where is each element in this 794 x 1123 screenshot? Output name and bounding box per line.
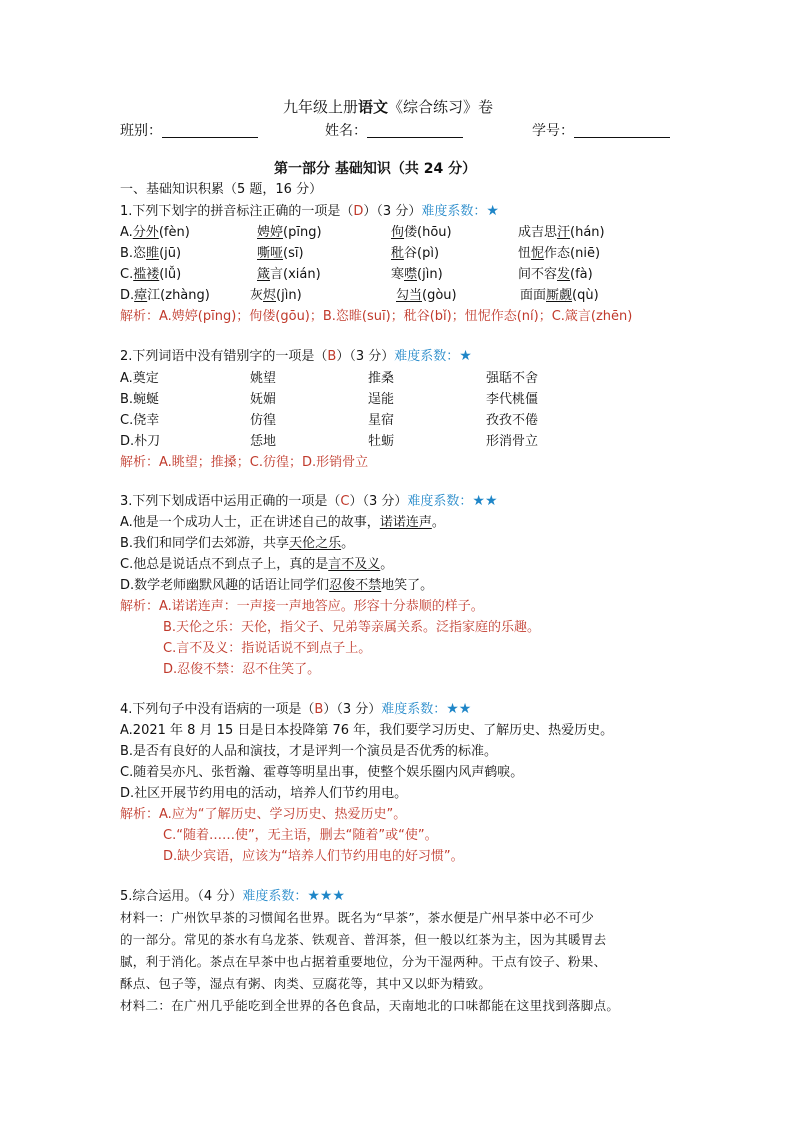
q3-stem-end: ）（3 分） bbox=[349, 494, 408, 509]
q3-stem bbox=[120, 494, 498, 508]
q4-stem bbox=[120, 702, 471, 716]
q3-option-a bbox=[120, 516, 445, 529]
q1-d4-u: 厮觑 bbox=[546, 288, 573, 303]
name-label: 姓名： bbox=[325, 123, 367, 139]
class-blank[interactable] bbox=[162, 123, 258, 138]
q3-c-pre: C.他总是说话点不到点子上，真的是 bbox=[120, 557, 329, 572]
class-label: 班别： bbox=[120, 123, 162, 139]
q2-stem-end: ）（3 分） bbox=[336, 349, 395, 364]
q3-analysis-d: D.忍俊不禁：忍不住笑了。 bbox=[163, 662, 321, 677]
q2-c2: 仿徨 bbox=[250, 413, 277, 428]
q3-b-idiom: 天伦之乐 bbox=[289, 536, 342, 551]
q5-material2: 材料二：在广州几乎能吃到全世界的各色食品，天南地北的口味都能在这里找到落脚点。 bbox=[120, 998, 620, 1013]
q4-analysis-a: 解析：A.应为“了解历史、学习历史、热爱历史”。 bbox=[120, 807, 407, 822]
q2-b2: 妩媚 bbox=[250, 392, 277, 407]
q2-answer: B bbox=[327, 349, 337, 364]
q1-d2-u: 烬 bbox=[263, 288, 277, 303]
q1-d1-u: 瘴 bbox=[134, 288, 148, 303]
q3-stem-text: 3.下列下划成语中运用正确的一项是（ bbox=[120, 494, 341, 509]
section1-title: 一、基础知识积累（5 题，16 分） bbox=[120, 182, 323, 197]
q5-difficulty-stars: ★★★ bbox=[307, 888, 345, 904]
q3-analysis-b: B.天伦之乐：天伦，指父子、兄弟等亲属关系。泛指家庭的乐趣。 bbox=[163, 620, 541, 635]
q2-stem bbox=[120, 349, 472, 363]
q3-difficulty-label: 难度系数： bbox=[407, 494, 473, 509]
q1-analysis: 解析：A.娉婷(pīng)；佝偻(gōu)；B.恣睢(suī)；秕谷(bǐ)；忸怩作态(ní)；C.箴言(zhēn) bbox=[120, 309, 633, 324]
q2-c3: 星宿 bbox=[368, 413, 395, 428]
q2-d2: 恁地 bbox=[250, 434, 277, 449]
q1-c3-u: 噤 bbox=[404, 267, 418, 282]
q3-c-post: 。 bbox=[380, 557, 394, 572]
q5-material1-line2: 的一部分。常见的茶水有乌龙茶、铁观音、普洱茶，但一般以红茶为主，因为其暖胃去 bbox=[120, 932, 607, 947]
q3-b-pre: B.我们和同学们去郊游，共享 bbox=[120, 536, 290, 551]
q2-a4: 强聒不舍 bbox=[486, 371, 539, 386]
q2-analysis: 解析：A.眺望；推搡；C.彷徨；D.形销骨立 bbox=[120, 455, 369, 470]
q4-option-b: B.是否有良好的人品和演技，才是评判一个演员是否优秀的标准。 bbox=[120, 744, 498, 759]
q2-d3: 牡蛎 bbox=[368, 434, 395, 449]
q1-b2-u: 嘶哑 bbox=[257, 246, 284, 261]
q2-d4: 形消骨立 bbox=[486, 434, 539, 449]
q4-option-d: D.社区开展节约用电的活动，培养人们节约用电。 bbox=[120, 786, 408, 801]
q2-a1: A.奠定 bbox=[120, 371, 159, 386]
q1-a2-u: 娉婷 bbox=[257, 225, 284, 240]
title-prefix: 九年级上册 bbox=[283, 98, 359, 116]
q1-b3-u: 秕 bbox=[391, 246, 405, 261]
q3-option-b bbox=[120, 537, 354, 550]
q2-b4: 李代桃僵 bbox=[486, 392, 539, 407]
q2-stem-text: 2.下列词语中没有错别字的一项是（ bbox=[120, 349, 328, 364]
q3-answer: C bbox=[340, 494, 350, 509]
q1-stem-text: 1.下列下划字的拼音标注正确的一项是（ bbox=[120, 204, 354, 219]
q3-option-d bbox=[120, 579, 433, 592]
q1-b1-u: 睢 bbox=[146, 246, 160, 261]
q1-c2-u: 箴 bbox=[257, 267, 271, 282]
q3-c-idiom: 言不及义 bbox=[328, 557, 381, 572]
name-blank[interactable] bbox=[367, 123, 463, 138]
q5-stem-text: 5.综合运用。（4 分） bbox=[120, 889, 243, 904]
q1-c4-u: 发 bbox=[557, 267, 571, 282]
q1-c1-u: 褴褛 bbox=[133, 267, 160, 282]
q1-a4-u: 汗 bbox=[557, 225, 571, 240]
q1-d3-u: 勾当 bbox=[396, 288, 423, 303]
q3-analysis-a: 解析：A.诺诺连声：一声接一声地答应。形容十分恭顺的样子。 bbox=[120, 599, 484, 614]
q2-difficulty-stars: ★ bbox=[459, 348, 472, 364]
q3-option-c bbox=[120, 558, 393, 571]
id-blank[interactable] bbox=[574, 123, 670, 138]
q3-a-pre: A.他是一个成功人士，正在讲述自己的故事， bbox=[120, 515, 380, 530]
q4-answer: B bbox=[314, 702, 324, 717]
q2-c4: 孜孜不倦 bbox=[486, 413, 539, 428]
part-title: 第一部分 基础知识（共 24 分） bbox=[274, 161, 477, 177]
q3-d-post: 地笑了。 bbox=[381, 578, 434, 593]
q5-stem bbox=[120, 889, 345, 903]
id-label: 学号： bbox=[532, 123, 574, 139]
q3-analysis-c: C.言不及义：指说话说不到点子上。 bbox=[163, 641, 372, 656]
id-field bbox=[532, 123, 670, 138]
class-field bbox=[120, 123, 258, 138]
q2-a3: 推桑 bbox=[368, 371, 395, 386]
q2-difficulty-label: 难度系数： bbox=[394, 349, 460, 364]
q4-analysis-c: C.“随着……使”，无主语，删去“随着”或“使”。 bbox=[163, 828, 438, 843]
q3-d-pre: D.数学老师幽默风趣的话语让同学们 bbox=[120, 578, 330, 593]
q4-difficulty-stars: ★★ bbox=[446, 701, 472, 717]
q2-c1: C.侥幸 bbox=[120, 413, 160, 428]
q4-analysis-d: D.缺少宾语，应该为“培养人们节约用电的好习惯”。 bbox=[163, 849, 464, 864]
title-bold: 语文 bbox=[358, 98, 389, 116]
q5-difficulty-label: 难度系数： bbox=[242, 889, 308, 904]
q4-option-c: C.随着吴亦凡、张哲瀚、霍尊等明星出事，使整个娱乐圈内风声鹤唳。 bbox=[120, 765, 524, 780]
q3-d-idiom: 忍俊不禁 bbox=[329, 578, 382, 593]
q1-b4-u: 怩 bbox=[531, 246, 545, 261]
q4-difficulty-label: 难度系数： bbox=[381, 702, 447, 717]
document-title bbox=[283, 100, 493, 115]
q4-stem-text: 4.下列句子中没有语病的一项是（ bbox=[120, 702, 315, 717]
q2-b1: B.蜿蜒 bbox=[120, 392, 160, 407]
q1-difficulty-stars: ★ bbox=[486, 203, 499, 219]
q4-stem-end: ）（3 分） bbox=[323, 702, 382, 717]
q3-a-idiom: 诺诺连声 bbox=[379, 515, 432, 530]
name-field bbox=[325, 123, 463, 138]
q3-difficulty-stars: ★★ bbox=[472, 493, 498, 509]
q2-b3: 逞能 bbox=[368, 392, 395, 407]
q4-option-a: A.2021 年 8 月 15 日是日本投降第 76 年，我们要学习历史、了解历史、热爱历史。 bbox=[120, 723, 614, 738]
q5-material1-line4: 酥点、包子等，湿点有粥、肉类、豆腐花等，其中又以虾为精致。 bbox=[120, 976, 492, 991]
q3-b-post: 。 bbox=[341, 536, 355, 551]
q2-a2: 姚望 bbox=[250, 371, 277, 386]
q1-answer: D bbox=[353, 204, 364, 219]
q1-stem-end: ）（3 分） bbox=[363, 204, 422, 219]
q2-d1: D.朴刀 bbox=[120, 434, 161, 449]
q1-difficulty-label: 难度系数： bbox=[421, 204, 487, 219]
q1-stem bbox=[120, 204, 499, 218]
title-suffix: 《综合练习》卷 bbox=[388, 98, 494, 116]
q3-a-post: 。 bbox=[431, 515, 445, 530]
q5-material1-line1: 材料一：广州饮早茶的习惯闻名世界。既名为“早茶”，茶水便是广州早茶中必不可少 bbox=[120, 910, 595, 925]
q5-material1-line3: 腻，利于消化。茶点在早茶中也占据着重要地位，分为干湿两种。干点有饺子、粉果、 bbox=[120, 954, 607, 969]
q1-a3-u: 佝 bbox=[391, 225, 405, 240]
q1-a1-u: 分外 bbox=[132, 225, 159, 240]
